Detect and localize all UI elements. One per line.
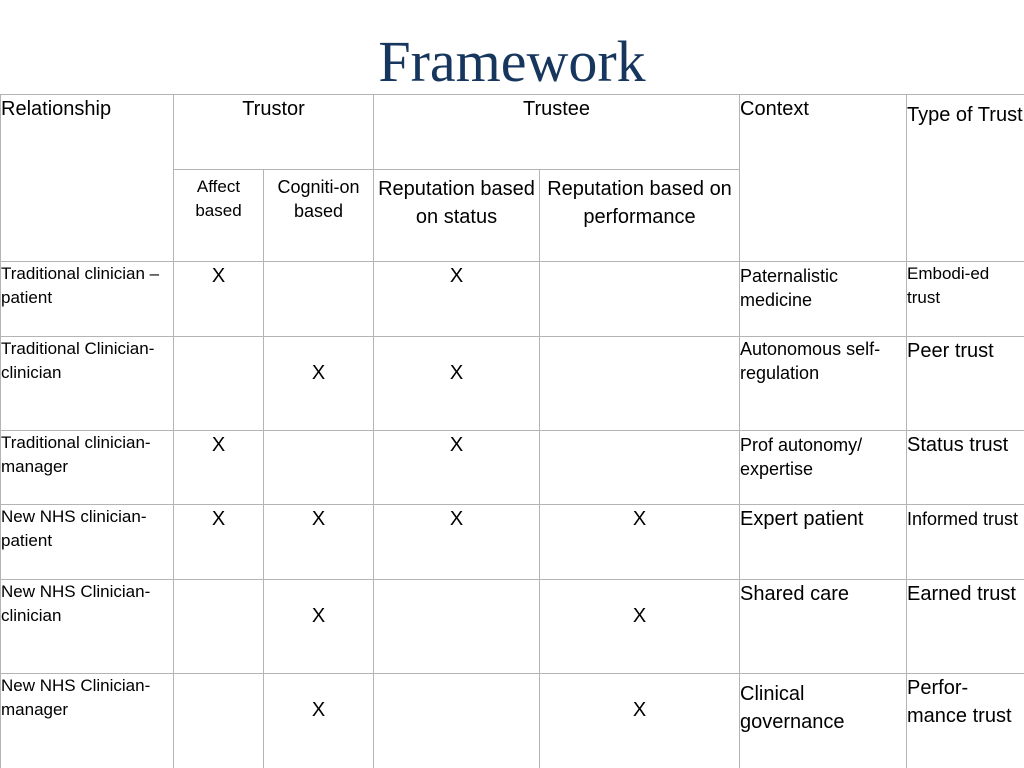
header-row-1 [1,95,1024,170]
header-type-of-trust: Type of Trust [907,95,1024,262]
table-row [1,262,1024,337]
context-cell: Expert patient [740,505,907,580]
cognition-mark: X [264,505,374,580]
status-mark [374,674,540,768]
relationship-cell: New NHS Clinician-clinician [1,580,174,674]
header-context: Context [740,95,907,262]
header-cognition-based: Cogniti-on based [264,170,374,262]
context-cell: Clinical governance [740,674,907,768]
table-row [1,337,1024,431]
affect-mark [174,580,264,674]
performance-mark: X [540,674,740,768]
type-of-trust-cell: Status trust [907,431,1024,505]
relationship-cell: New NHS Clinician-manager [1,674,174,768]
affect-mark: X [174,431,264,505]
table-row [1,674,1024,768]
table-row [1,580,1024,674]
type-of-trust-cell: Informed trust [907,505,1024,580]
affect-mark [174,674,264,768]
table-row [1,505,1024,580]
relationship-cell: Traditional Clinician-clinician [1,337,174,431]
cognition-mark [264,431,374,505]
performance-mark [540,337,740,431]
affect-mark: X [174,262,264,337]
header-reputation-status: Reputation based on status [374,170,540,262]
status-mark: X [374,505,540,580]
header-trustor: Trustor [174,95,374,170]
status-mark: X [374,337,540,431]
relationship-cell: New NHS clinician-patient [1,505,174,580]
performance-mark: X [540,505,740,580]
header-trustee: Trustee [374,95,740,170]
context-cell: Autonomous self-regulation [740,337,907,431]
status-mark [374,580,540,674]
type-of-trust-cell: Embodi-ed trust [907,262,1024,337]
type-of-trust-cell: Earned trust [907,580,1024,674]
type-of-trust-cell: Peer trust [907,337,1024,431]
cognition-mark: X [264,580,374,674]
context-cell: Prof autonomy/ expertise [740,431,907,505]
slide-title: Framework [378,29,646,94]
cognition-mark [264,262,374,337]
table-row [1,431,1024,505]
type-of-trust-cell: Perfor-mance trust [907,674,1024,768]
header-affect-based: Affect based [174,170,264,262]
affect-mark [174,337,264,431]
cognition-mark: X [264,337,374,431]
status-mark: X [374,431,540,505]
performance-mark [540,262,740,337]
affect-mark: X [174,505,264,580]
header-reputation-performance: Reputation based on performance [540,170,740,262]
status-mark: X [374,262,540,337]
relationship-cell: Traditional clinician – patient [1,262,174,337]
header-relationship: Relationship [1,95,174,262]
performance-mark: X [540,580,740,674]
framework-table [0,94,1024,768]
cognition-mark: X [264,674,374,768]
relationship-cell: Traditional clinician-manager [1,431,174,505]
context-cell: Paternalistic medicine [740,262,907,337]
context-cell: Shared care [740,580,907,674]
performance-mark [540,431,740,505]
